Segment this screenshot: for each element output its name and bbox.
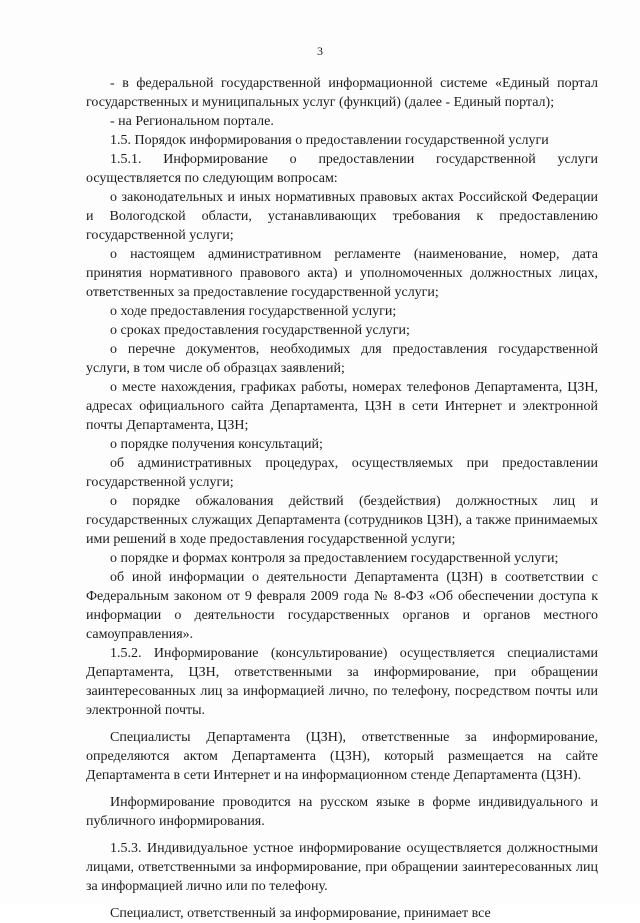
document-body: [86, 74, 598, 923]
list-item-consultations: о порядке получения консультаций;: [110, 437, 323, 452]
list-item-appeals: о порядке обжалования действий (бездействия) должностных лиц и государственных служащих Департамента (сотрудников ЦЗН), а также принимаемых ими решений в ходе предоставления государственной услуги;: [86, 494, 598, 547]
paragraph-regional-portal: - на Региональном портале.: [110, 114, 274, 129]
list-item-legislation: о законодательных и иных нормативных правовых актах Российской Федерации и Вологодской области, устанавливающих требования к предоставлению государственной услуги;: [86, 190, 598, 243]
list-item-progress: о ходе предоставления государственной услуги;: [110, 304, 397, 319]
list-item-documents: о перечне документов, необходимых для предоставления государственной услуги, в том числе об образцах заявлений;: [86, 342, 598, 376]
paragraph-unified-portal: - в федеральной государственной информационной системе «Единый портал государственных и муниципальных услуг (функций) (далее - Единый портал);: [86, 76, 598, 110]
section-heading-1-5: 1.5. Порядок информирования о предоставлении государственной услуги: [110, 133, 549, 148]
paragraph-1-5-3: 1.5.3. Индивидуальное устное информирование осуществляется должностными лицами, ответственными за информирование, при обращении заинтересованных лиц за информацией лично или по телефону.: [86, 841, 598, 894]
list-item-control: о порядке и формах контроля за предоставлением государственной услуги;: [110, 551, 559, 566]
paragraph-language: Информирование проводится на русском языке в форме индивидуального и публичного информирования.: [86, 795, 598, 829]
paragraph-1-5-2: 1.5.2. Информирование (консультирование) осуществляется специалистами Департамента, ЦЗН, ответственными за информирование, при обращении заинтересованных лиц за информацией лично, по телефону, посредством почты или электронной почты.: [86, 646, 598, 718]
list-item-procedures: об административных процедурах, осуществляемых при предоставлении государственной услуги;: [86, 456, 598, 490]
list-item-other-info: об иной информации о деятельности Департамента (ЦЗН) в соответствии с Федеральным законом от 9 февраля 2009 года № 8-ФЗ «Об обеспечении доступа к информации о деятельности государственных органов и органов местного самоуправления».: [86, 570, 598, 642]
paragraph-1-5-1: 1.5.1. Информирование о предоставлении государственной услуги осуществляется по следующим вопросам:: [86, 152, 598, 186]
list-item-regulation: о настоящем административном регламенте (наименование, номер, дата принятия нормативного правового акта) и уполномоченных должностных лицах, ответственных за предоставление государственной услуги;: [86, 247, 598, 300]
paragraph-specialist-accepts: Специалист, ответственный за информирование, принимает все: [110, 906, 491, 921]
list-item-terms: о сроках предоставления государственной услуги;: [110, 323, 410, 338]
paragraph-specialists: Специалисты Департамента (ЦЗН), ответственные за информирование, определяются актом Департамента (ЦЗН), который размещается на сайте Департамента в сети Интернет и на информационном стенде Департамента (ЦЗН).: [86, 730, 598, 783]
list-item-location-contacts: о месте нахождения, графиках работы, номерах телефонов Департамента, ЦЗН, адресах официального сайта Департамента, ЦЗН в сети Интернет и электронной почты Департамента, ЦЗН;: [86, 380, 598, 433]
page-number: 3: [317, 44, 323, 58]
